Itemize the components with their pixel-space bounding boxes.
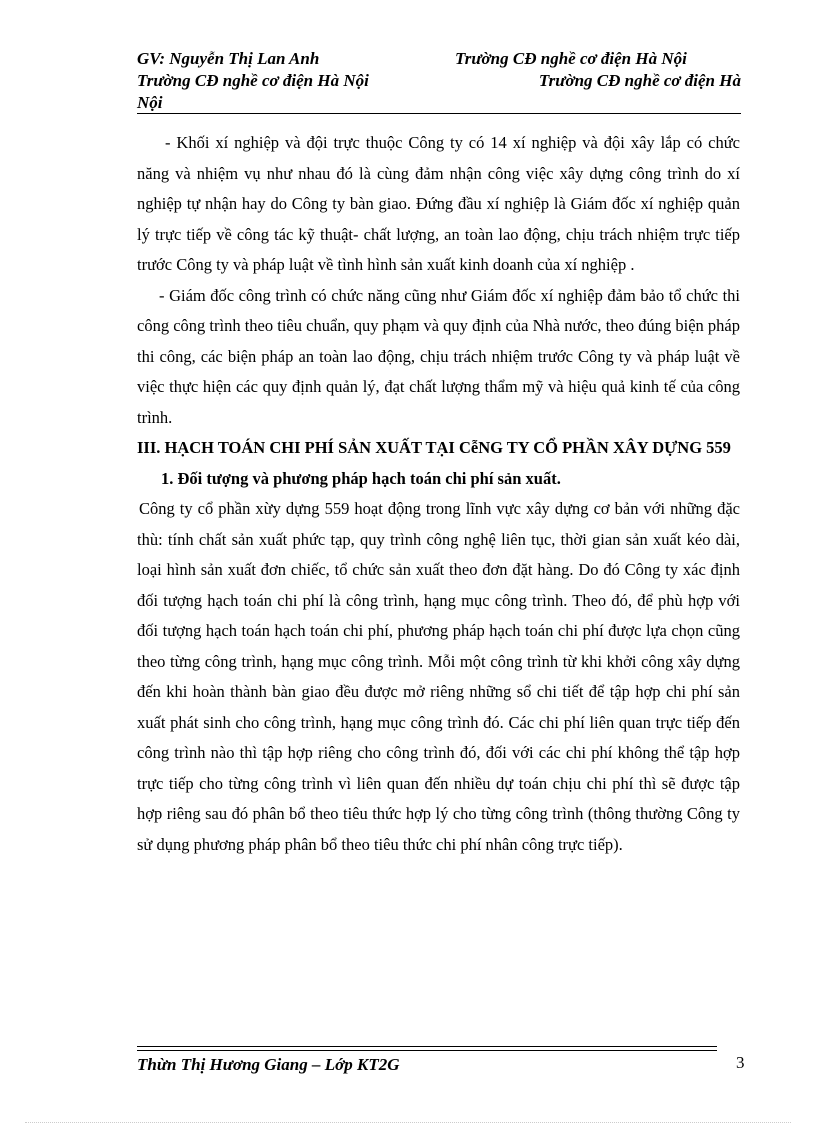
section-heading: III. HẠCH TOÁN CHI PHÍ SẢN XUẤT TẠI CễNG TY CỔ PHẦN XÂY DỰNG 559 bbox=[137, 438, 731, 457]
header-school-1: Trường CĐ nghề cơ điện Hà Nội bbox=[455, 49, 687, 68]
footer-divider-top bbox=[137, 1046, 717, 1047]
paragraph-enterprise-block: - Khối xí nghiệp và đội trực thuộc Công ty có 14 xí nghiệp và đội xây lắp có chức năng và nhiệm vụ như nhau đó là cùng đảm nhận công việc xây dựng công trình do xí nghiệp tự nhận hay do Công ty bàn giao. Đứng đầu xí nghiệp là Giám đốc xí nghiệp quản lý trực tiếp về công tác kỹ thuật- chất lượng, an toàn lao động, chịu trách nhiệm trực tiếp trước Công ty và pháp luật về tình hình sản xuất kinh doanh của xí nghiệp . bbox=[137, 133, 740, 274]
header-school-3: Trường CĐ nghề cơ điện Hà bbox=[538, 71, 741, 90]
page-body bbox=[137, 128, 740, 860]
page-header bbox=[137, 48, 741, 114]
header-school-3-cont: Nội bbox=[137, 93, 163, 112]
subsection-heading: 1. Đối tượng và phương pháp hạch toán chi phí sản xuất. bbox=[161, 468, 561, 488]
header-divider bbox=[137, 113, 741, 114]
footer-author: Thừn Thị Hương Giang – Lớp KT2G bbox=[137, 1055, 400, 1074]
header-row-3 bbox=[137, 92, 741, 114]
header-teacher: GV: Nguyễn Thị Lan Anh bbox=[137, 49, 320, 68]
paragraph-project-director: - Giám đốc công trình có chức năng cũng như Giám đốc xí nghiệp đảm bảo tổ chức thi công công trình theo tiêu chuẩn, quy phạm và quy định của Nhà nước, theo đúng biện pháp thi công, các biện pháp an toàn lao động, chịu trách nhiệm trước Công ty và pháp luật về việc thực hiện các quy định quản lý, đạt chất lượng thẩm mỹ và hiệu quả kinh tế của công trình. bbox=[137, 285, 740, 427]
header-row-1 bbox=[137, 48, 741, 70]
footer-divider-bottom bbox=[137, 1050, 717, 1051]
paragraph-cost-accounting: Công ty cổ phần xừy dựng 559 hoạt động trong lĩnh vực xây dựng cơ bản với những đặc thù: tính chất sản xuất phức tạp, quy trình công nghệ liên tục, thời gian sản xuất kéo dài, loại hình sản xuất đơn chiếc, tổ chức sản xuất theo đơn đặt hàng. Do đó Công ty xác định đối tượng hạch toán chi phí là công trình, hạng mục công trình. Theo đó, để phù hợp với đối tượng hạch toán hạch toán chi phí, phương pháp hạch toán chi phí được lựa chọn cũng theo từng công trình, hạng mục công trình. Mỗi một công trình từ khi khởi công xây dựng đến khi hoàn thành bàn giao đều được mở riêng những sổ chi tiết để tập hợp chi phí sản xuất phát sinh cho công trình, hạng mục công trình đó. Các chi phí liên quan trực tiếp đến công trình nào thì tập hợp riêng cho công trình đó, đối với các chi phí không thể tập hợp trực tiếp cho từng công trình vì liên quan đến nhiều dự toán chịu chi phí thì sẽ được tập hợp riêng sau đó phân bổ theo tiêu thức hợp lý cho từng công trình (thông thường Công ty sử dụng phương pháp phân bổ theo tiêu thức chi phí nhân công trực tiếp). bbox=[137, 499, 740, 854]
header-school-2: Trường CĐ nghề cơ điện Hà Nội bbox=[137, 71, 369, 90]
page-number: 3 bbox=[736, 1053, 745, 1072]
header-row-2 bbox=[137, 70, 741, 92]
